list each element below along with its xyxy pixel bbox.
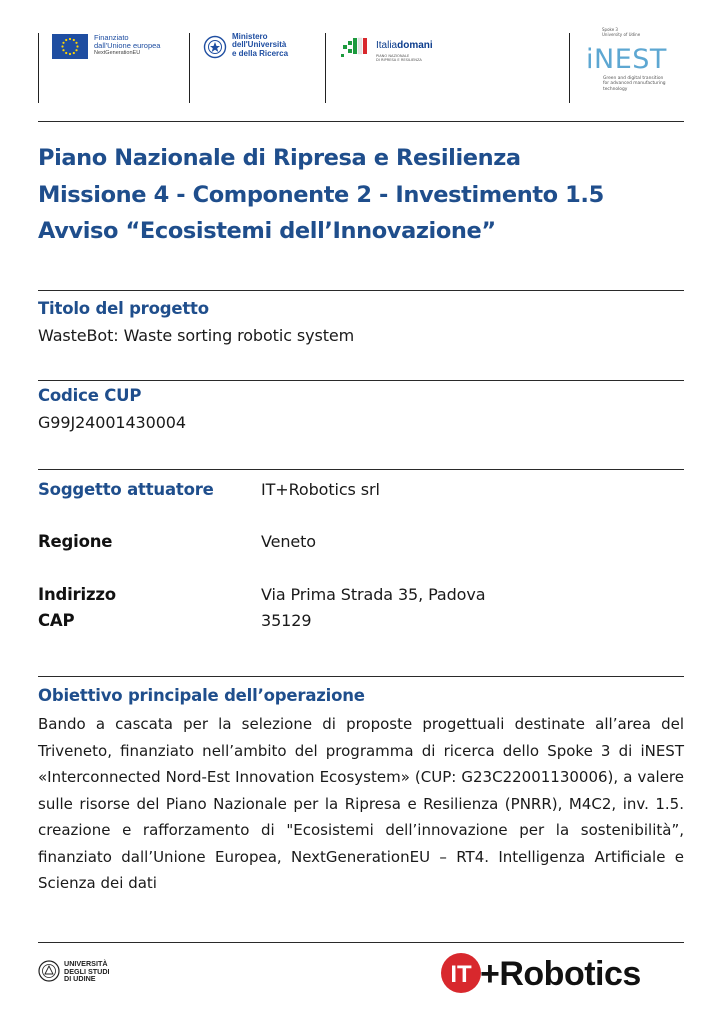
indirizzo-value: Via Prima Strada 35, Padova [261,585,486,604]
project-title-label: Titolo del progetto [38,299,209,318]
inest-spoke-text [602,28,640,38]
soggetto-value: IT+Robotics srl [261,480,380,499]
itrobotics-logo [440,950,690,994]
ministero-line1: Ministero [232,32,268,41]
italiadomani-suffix: domani [397,40,433,51]
inest-univ: University of Udine [602,31,641,37]
soggetto-label: Soggetto attuatore [38,480,214,499]
header-separator [569,33,570,103]
ministero-logo-text [232,33,288,58]
page-title [38,140,698,250]
inest-sub2: for advanced manufacturing [603,81,666,87]
divider [38,380,684,381]
cap-value: 35129 [261,611,312,630]
divider [38,676,684,677]
inest-sub1: Green and digital transition [603,76,664,81]
eu-logo-text [94,34,160,57]
regione-value: Veneto [261,532,316,551]
divider [38,121,684,122]
uniud-seal-icon [38,960,60,982]
italiadomani-logo-text [376,41,433,52]
title-line3: Avviso “Ecosistemi dell’Innovazione” [38,218,496,244]
divider [38,469,684,470]
title-line1: Piano Nazionale di Ripresa e Resilienza [38,145,521,171]
eu-flag-icon [52,34,88,59]
uniud-line1: UNIVERSITÀ [64,959,108,968]
eu-line3: NextGenerationEU [94,49,141,56]
italiadomani-sub1: PIANO NAZIONALE [376,54,410,58]
itrobotics-mark: IT [450,961,472,988]
header-separator [189,33,190,103]
uniud-line3: DI UDINE [64,974,96,984]
ministero-line3: e della Ricerca [232,48,289,58]
inest-logo: iNEST [586,44,667,75]
title-line2: Missione 4 - Componente 2 - Investimento 1.5 [38,181,604,208]
project-title-value: WasteBot: Waste sorting robotic system [38,326,355,345]
header-separator [38,33,39,103]
indirizzo-label: Indirizzo [38,585,116,604]
uniud-logo-text [64,960,110,983]
inest-spoke: Spoke 3 [602,27,618,32]
eu-line1: Finanziato [94,33,129,42]
cup-value: G99J24001430004 [38,413,186,432]
regione-label: Regione [38,532,113,551]
italiadomani-mark-icon [341,37,371,59]
divider [38,942,684,943]
italiadomani-sub2: DI RIPRESA E RESILIENZA [376,58,422,63]
itrobotics-text: +Robotics [480,955,641,993]
objective-label: Obiettivo principale dell’operazione [38,686,365,705]
italiadomani-prefix: Italia [376,40,398,51]
inest-subtext [603,76,666,92]
objective-text: Bando a cascata per la selezione di proposte progettuali destinate all’area del Triveneto, finanziato nell’ambito del programma di ricerca dello Spoke 3 di iNEST «Interconnected Nord-Est Innovation Ecosystem» (CUP: G23C22001130006), a valere sulle risorse del Piano Nazionale per la Ripresa e Resilienza (PNRR), M4C2, inv. 1.5. creazione e rafforzamento di "Ecosistemi dell’innovazione per la sostenibilità”, finanziato dall’Unione Europea, NextGenerationEU – RT4. Intelligenza Artificiale e Scienza dei dati [38,715,684,892]
divider [38,290,684,291]
ministero-line2: dell'Università [232,40,287,50]
italiadomani-subtext [376,54,422,62]
uniud-line2: DEGLI STUDI [64,966,110,976]
inest-sub3: technology [603,86,628,92]
header-separator [325,33,326,103]
ministero-emblem-icon [203,34,227,60]
cup-label: Codice CUP [38,386,142,405]
eu-line2: dall'Unione europea [94,40,161,50]
cap-label: CAP [38,611,75,630]
